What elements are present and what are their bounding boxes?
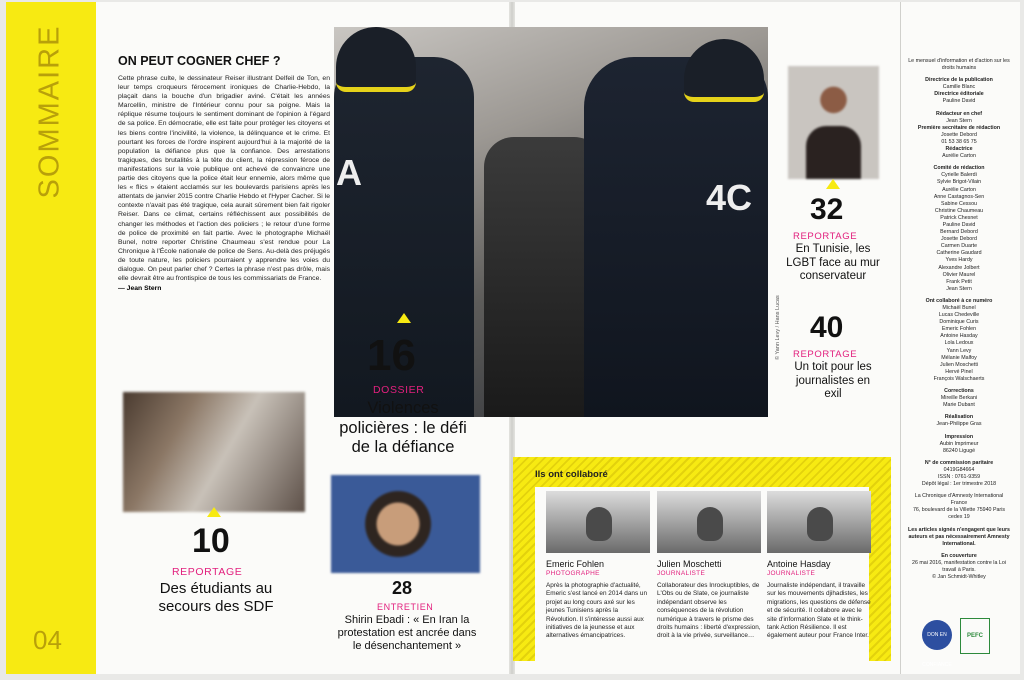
thumb-entretien-ebadi <box>331 475 480 573</box>
masthead-heading: Rédacteur en chef <box>936 110 982 117</box>
masthead-line: Sylvie Brigot-Vilain <box>936 179 982 186</box>
masthead-line: 01 53 38 65 75 <box>941 138 977 145</box>
masthead-line: 0419G84664 <box>943 466 975 473</box>
masthead-line: 26 mai 2016, manifestation contre la Loi travail à Paris. <box>912 559 1006 573</box>
thumb-reportage-tunisie <box>788 66 879 179</box>
item-10-label: REPORTAGE <box>172 566 243 578</box>
masthead-line: Dominique Curis <box>939 319 979 326</box>
collaborator-role: JOURNALISTE <box>657 570 706 577</box>
item-28-title[interactable]: Shirin Ebadi : « En Iran la protestation est ancrée dans le désenchantement » <box>337 614 477 652</box>
collaborator-name: Julien Moschetti <box>657 559 722 569</box>
masthead-line: Josette Debord <box>941 236 977 243</box>
item-16-number[interactable]: 16 <box>367 331 416 380</box>
masthead-heading: Ont collaboré à ce numéro <box>925 297 993 304</box>
editorial <box>118 54 330 292</box>
masthead-heading: Directrice éditoriale <box>934 91 984 98</box>
item-32-number[interactable]: 32 <box>810 193 844 226</box>
masthead-line: Michaël Bunel <box>942 305 976 311</box>
collaborator-card <box>767 491 871 641</box>
collaborator-name: Antoine Hasday <box>767 559 831 569</box>
masthead-heading: Comité de rédaction <box>933 165 985 172</box>
collaborator-bio: Journaliste indépendant, il travaille sur les mouvements djihadistes, les migrations, les questions de défense et de sécurité. Il collabore avec le site d'information Slate et le think-tank Action Résilience. Il est également auteur pour France Inter. <box>767 582 871 640</box>
masthead-line: Mélanie Malfoy <box>941 354 977 361</box>
item-28-label: ENTRETIEN <box>377 602 434 612</box>
collaborator-face <box>697 507 723 541</box>
marker-16 <box>397 313 411 323</box>
masthead-line: Emeric Fohlen <box>941 326 977 333</box>
collaborator-card <box>546 491 650 641</box>
masthead-line: Aurélie Carton <box>942 186 976 193</box>
collaborator-photo <box>767 491 871 553</box>
masthead-heading: N° de commission paritaire <box>924 459 994 466</box>
masthead-line: 86240 Ligugé <box>942 447 976 454</box>
collaborator-photo <box>657 491 761 553</box>
masthead-line: Lola Ledoux <box>944 340 974 347</box>
photo-officer-right <box>584 57 768 417</box>
masthead-line: Catherine Gaudard <box>936 250 982 257</box>
masthead-line: Jean-Philippe Gras <box>936 421 982 428</box>
item-40-number[interactable]: 40 <box>810 311 844 344</box>
collaborator-photo <box>546 491 650 553</box>
masthead-line: Yves Hardy <box>945 257 973 264</box>
masthead-line: Hervé Pinel <box>945 368 973 375</box>
photo-vest-letter-right: 4C <box>706 177 753 218</box>
masthead-line: Aurélie Carton <box>942 153 976 160</box>
item-10-title[interactable]: Des étudiants au secours des SDF <box>158 580 274 615</box>
masthead-line: Cyrielle Balerdi <box>941 172 977 179</box>
sommaire-title-text: SOMMAIRE <box>33 24 66 199</box>
sommaire-title <box>30 25 70 205</box>
collaborator-role: JOURNALISTE <box>767 570 816 577</box>
page-number: 04 <box>33 625 62 655</box>
item-16-title[interactable]: Violences policières : le défi de la défiance <box>339 399 467 456</box>
item-28-number[interactable]: 28 <box>392 578 413 598</box>
masthead-line: Le mensuel d'information et d'action sur les droits humains <box>908 58 1010 72</box>
don-en-confiance-logo: DON EN CONFIANCE <box>922 620 952 650</box>
collaborator-name: Emeric Fohlen <box>546 559 605 569</box>
masthead-line: 76, boulevard de la Villette 75940 Paris cedex 19 <box>912 507 1006 521</box>
masthead-line: Antoine Hasday <box>940 333 978 340</box>
thumb-reportage-sdf <box>123 392 305 512</box>
masthead-line: Jean Stern <box>946 285 972 292</box>
masthead-line: © Jan Schmidt-Whitley <box>932 574 986 581</box>
masthead-heading: Directrice de la publication <box>925 77 993 84</box>
masthead-heading: Les articles signés n'engagent que leurs auteurs et pas nécessairement Amnesty International. <box>908 526 1010 547</box>
collaborator-card <box>657 491 761 641</box>
masthead-line: ISSN : 0761-9359 <box>937 473 981 480</box>
masthead-line: Carmen Duarte <box>940 243 978 250</box>
pefc-logo: PEFC <box>960 618 990 654</box>
editorial-signature: — Jean Stern <box>118 285 162 293</box>
collaborator-bio: Après la photographie d'actualité, Emeric s'est lancé en 2014 dans un projet au long cours axé sur les jeunes Tunisiens après la Révolution. Il s'intéresse aussi aux initiatives de la jeunesse et aux alternatives émancipatrices. <box>546 582 648 640</box>
item-10-number[interactable]: 10 <box>192 522 230 560</box>
collaborators-box <box>513 457 891 661</box>
masthead-line: Mireille Berkani <box>940 395 978 402</box>
masthead-line: Jean Stern <box>946 117 972 124</box>
page-edge-divider <box>900 2 901 674</box>
masthead-line: Julien Moschetti <box>940 361 978 368</box>
collaborator-face <box>586 507 612 541</box>
masthead-line: Josette Debord <box>941 131 977 138</box>
masthead-line: Lucas Chedeville <box>938 312 980 319</box>
masthead-line: Sabine Cessou <box>941 200 977 207</box>
photo-helmet-left <box>336 27 416 92</box>
masthead-line: Frank Petit <box>946 278 972 285</box>
masthead-heading: Réalisation <box>944 414 974 421</box>
masthead-line: Pauline David <box>942 221 976 228</box>
editorial-heading: ON PEUT COGNER CHEF ? <box>118 54 281 68</box>
item-32-label: REPORTAGE <box>793 231 858 242</box>
item-16-label: DOSSIER <box>373 384 425 396</box>
masthead-heading: En couverture <box>941 552 977 559</box>
collaborator-face <box>807 507 833 541</box>
masthead-line: François Walschaerts <box>933 375 985 382</box>
collaborator-bio: Collaborateur des Inrockuptibles, de L'Obs ou de Slate, ce journaliste indépendant observe les conséquences de la révolution numérique à travers le prisme des droits humains : liberté d'expression, droit à la vie privée, surveillance… <box>657 582 761 640</box>
photo-helmet-right <box>684 39 764 102</box>
masthead-line: Camille Blanc <box>942 84 976 91</box>
collaborators-title: Ils ont collaboré <box>535 469 608 480</box>
masthead-heading: Corrections <box>944 388 974 395</box>
marker-32 <box>826 179 840 189</box>
masthead-heading: Rédactrice <box>945 146 973 153</box>
masthead-line: Aubin Imprimeur <box>939 440 979 447</box>
editorial-body: Cette phrase culte, le dessinateur Reiser illustrant Delfeil de Ton, en leur temps croqueurs férocement ironiques de Charlie-Hebdo, la plaçait dans la bouche d'un brigadier aviné. C'était les années Marcellin, ministre de l'Intérieur connu pour sa poigne. Mais la réplique résume toujours le sentiment dominant de l'opinion à l'égard de sa police. En démocratie, elle est faite pour protéger les citoyens et les biens contre l'incivilité, la violence, la délinquance et le crime. Et pourtant les forces de l'ordre inspirent aujourd'hui à la majorité de la population la défiance plus que la confiance. Des arrestations tragiques, des brutalités à la tête du client, la répression féroce de manifestations sur la voie publique ont achevé de convaincre une partie des citoyens que la police était leur ennemie, alors même que les « flics » étaient acclamés sur les boulevards parisiens après les attentats de janvier 2015 contre Charlie Hebdo et l'Hyper Cacher. Si le contexte n'avait pas été tragique, cela aurait sûrement bien fait rigoler Reiser. Dans ce climat, certains réfléchissent aux possibilités de changer les méthodes et l'action des policiers ; le retour d'une forme de police de proximité en fait partie. Avec le photographe Michaël Bunel, notre reporter Christine Chaumeau s'est rendue pour La Chronique à l'École nationale de police de Sens. Au-delà des préjugés de toute nature, les policiers pourraient y apprendre les voies du dialogue. On peut parler chef ? Certes la phrase n'est pas drôle, mais elle devrait être au frontispice de tous les commissariats de France. <box>118 75 330 283</box>
masthead-line: La Chronique d'Amnesty International France <box>914 493 1004 507</box>
masthead-line: Bernard Debord <box>940 229 978 236</box>
photo-vest-letter-left: A <box>336 152 362 193</box>
masthead-line: Dépôt légal : 1er trimestre 2018 <box>921 481 997 488</box>
marker-10 <box>207 507 221 517</box>
masthead-line: Yann Levy <box>946 347 972 354</box>
masthead-line: Christine Chaumeau <box>934 207 984 214</box>
item-32-title[interactable]: En Tunisie, les LGBT face au mur conservateur <box>786 243 880 282</box>
photo-credit: © Yann Levy / Hans Lucas <box>775 295 781 360</box>
masthead-line: Alexandre Jolbert <box>938 264 980 271</box>
masthead-line: Olivier Maurel <box>942 271 976 278</box>
item-40-label: REPORTAGE <box>793 349 858 360</box>
masthead-line: Patrick Chesnet <box>940 214 978 221</box>
masthead-line: Marie Dubant <box>943 402 975 409</box>
thumb-portrait-torso <box>806 126 861 179</box>
masthead-heading: Première secrétaire de rédaction <box>917 124 1001 131</box>
item-40-title[interactable]: Un toit pour les journalistes en exil <box>794 361 872 400</box>
masthead-line: Anne Castagnos-Sen <box>933 193 985 200</box>
collaborators-panel <box>535 487 869 661</box>
masthead <box>908 58 1010 581</box>
collaborator-role: PHOTOGRAPHE <box>546 570 600 577</box>
masthead-line: Pauline David <box>942 98 976 105</box>
masthead-heading: Impression <box>944 433 974 440</box>
